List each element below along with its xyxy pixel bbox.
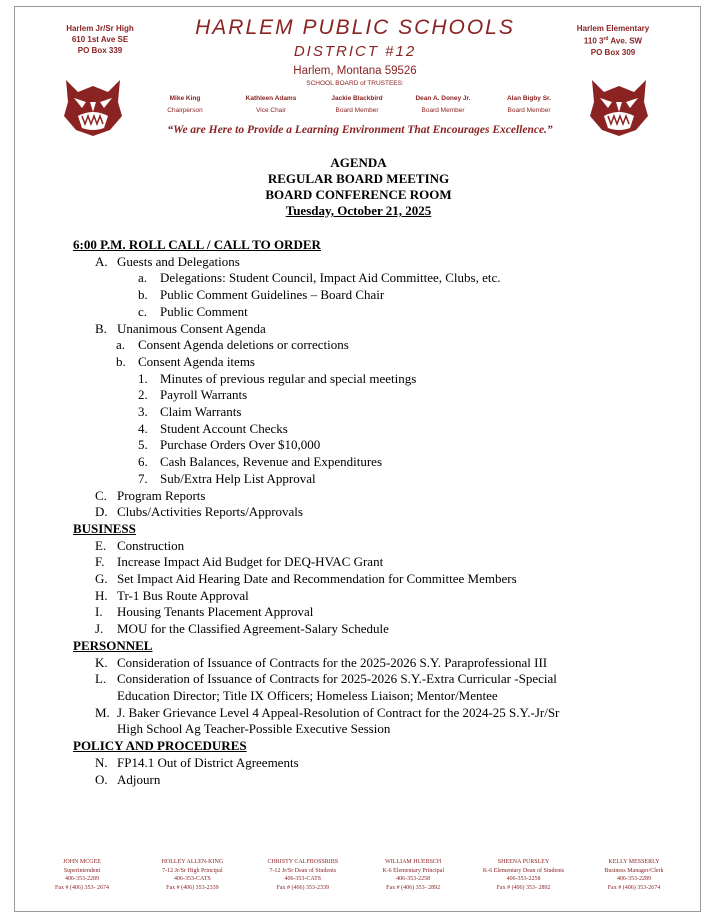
agenda-item-text: Delegations: Student Council, Impact Aid Committee, Clubs, etc.: [160, 270, 501, 286]
agenda-item-label: E.: [95, 537, 107, 553]
staff-name: KELLY MESSERLY: [608, 859, 660, 865]
section-heading: [73, 738, 693, 755]
district-title: DISTRICT #12: [293, 43, 417, 60]
trustee: [486, 93, 572, 117]
agenda-item-label: b.: [116, 353, 126, 369]
agenda-item-label: B.: [95, 320, 107, 336]
staff-fax: Fax # (406) 353-2339: [166, 884, 219, 891]
agenda-item: [73, 354, 693, 371]
agenda-item-text: Consent Agenda items: [138, 353, 255, 369]
left-school-pobox: PO Box 339: [77, 46, 123, 55]
staff-fax: Fax # (406) 353- 2674: [55, 884, 109, 891]
agenda-item-label: J.: [95, 621, 104, 637]
school-title: HARLEM PUBLIC SCHOOLS: [195, 16, 515, 39]
agenda-item-text: Adjourn: [117, 771, 161, 787]
agenda-item-label: K.: [95, 654, 108, 670]
staff-title: K-6 Elementary Dean of Students: [482, 867, 565, 874]
board-label: SCHOOL BOARD of TRUSTEES:: [306, 80, 404, 87]
agenda-item-text: Consent Agenda deletions or corrections: [138, 337, 349, 353]
school-address: Harlem, Montana 59526: [293, 65, 417, 77]
agenda-item: [73, 421, 693, 438]
agenda-item-continuation: Education Director; Title IX Officers; Homeless Liaison; Mentor/Mentee: [117, 687, 498, 703]
agenda-item-text: Set Impact Aid Hearing Date and Recommendation for Committee Members: [117, 571, 517, 587]
trustee-role: Board Member: [421, 107, 465, 114]
agenda-heading: [0, 155, 717, 219]
section-heading-text: 6:00 P.M. ROLL CALL / CALL TO ORDER: [73, 237, 321, 252]
agenda-item-continuation: High School Ag Teacher-Possible Executive Session: [117, 721, 391, 737]
staff-title: Business Manager/Clerk: [604, 867, 664, 874]
staff-title: 7-12 Jr/Sr High Principal: [162, 867, 223, 874]
agenda-item: [73, 488, 693, 505]
agenda-item-label: A.: [95, 253, 108, 269]
agenda-item-label: 6.: [138, 454, 148, 470]
agenda-item: [73, 471, 693, 488]
agenda-item: [73, 504, 693, 521]
agenda-item-text: Cash Balances, Revenue and Expenditures: [160, 454, 383, 470]
meeting-type: REGULAR BOARD MEETING: [267, 171, 450, 186]
agenda-item-label: 5.: [138, 437, 148, 453]
trustee-name: Jackie Blackbird: [331, 95, 383, 102]
agenda-item: [73, 404, 693, 421]
staff-phone: 406-353-2258: [396, 876, 431, 882]
agenda-item-text: Construction: [117, 537, 185, 553]
agenda-item: [73, 588, 693, 605]
agenda-item: [73, 304, 693, 321]
agenda-item-label: N.: [95, 754, 108, 770]
trustee-role: Chairperson: [167, 107, 203, 114]
agenda-item-text: Payroll Warrants: [160, 387, 248, 403]
agenda-item-label: H.: [95, 587, 108, 603]
trustee-name: Mike King: [169, 95, 201, 102]
staff-title: Superintendent: [63, 867, 101, 874]
agenda-item: [73, 437, 693, 454]
meeting-date: Tuesday, October 21, 2025: [285, 203, 432, 218]
agenda-item: [73, 554, 693, 571]
agenda-item: [73, 287, 693, 304]
agenda-item-text: FP14.1 Out of District Agreements: [117, 754, 299, 770]
agenda-item-text: Claim Warrants: [160, 404, 242, 420]
agenda-item: [73, 538, 693, 555]
agenda-item-text: J. Baker Grievance Level 4 Appeal-Resolution of Contract for the 2024-25 S.Y.-Jr/Sr: [117, 704, 560, 720]
agenda-item-text: MOU for the Classified Agreement-Salary Schedule: [117, 621, 389, 637]
staff-fax: Fax # (406) 353- 2892: [386, 884, 441, 891]
trustee: [228, 93, 314, 117]
trustee-name: Kathleen Adams: [245, 95, 297, 102]
agenda-item-label: a.: [116, 337, 126, 353]
agenda-item-text: Guests and Delegations: [117, 253, 240, 269]
agenda-title: AGENDA: [330, 155, 387, 170]
agenda-item: [73, 772, 693, 789]
agenda-item: [73, 655, 693, 672]
staff-footer: [28, 858, 688, 892]
agenda-item-text: Clubs/Activities Reports/Approvals: [117, 504, 303, 520]
agenda-item: [73, 454, 693, 471]
trustee: [142, 93, 228, 117]
staff-name: HOLLEY ALLEN-KING: [161, 859, 224, 865]
trustee-name: Alan Bigby Sr.: [506, 95, 552, 102]
agenda-item-label: 1.: [138, 370, 148, 386]
staff-phone: 406-353-2289: [65, 876, 99, 882]
agenda-item-text: Unanimous Consent Agenda: [117, 320, 266, 336]
agenda-item-label: D.: [95, 504, 108, 520]
staff-contact: [138, 858, 246, 892]
section-heading: [73, 521, 693, 538]
staff-phone: 406-353-2258: [506, 876, 541, 882]
agenda-item-label: c.: [138, 303, 148, 319]
agenda-item-label: G.: [95, 571, 108, 587]
agenda-item-label: I.: [95, 604, 103, 620]
agenda-item: [73, 671, 693, 688]
staff-name: WILLIAM HUEBSCH: [385, 859, 442, 865]
agenda-item-text: Public Comment: [160, 303, 248, 319]
staff-name: SHEENA PURSLEY: [497, 859, 550, 865]
section-heading-text: POLICY AND PROCEDURES: [73, 738, 247, 754]
right-school-pobox: PO Box 309: [590, 47, 636, 57]
agenda-item: [73, 621, 693, 638]
staff-title: K-6 Elementary Principal: [382, 867, 444, 874]
trustee-name: Dean A. Doney Jr.: [415, 95, 471, 102]
agenda-item-text: Minutes of previous regular and special meetings: [160, 370, 417, 386]
agenda-item: [73, 371, 693, 388]
agenda-item-text: Purchase Orders Over $10,000: [160, 437, 321, 453]
agenda-item-text: Program Reports: [117, 487, 206, 503]
agenda-body: [73, 237, 693, 788]
staff-contact: [249, 858, 357, 892]
agenda-item-label: 2.: [138, 387, 148, 403]
staff-contact: [359, 858, 467, 892]
agenda-item-label: M.: [95, 704, 110, 720]
staff-fax: Fax # (406) 353-2339: [276, 884, 330, 891]
staff-contact: [580, 858, 688, 892]
agenda-item-text: Increase Impact Aid Budget for DEQ-HVAC Grant: [117, 554, 384, 570]
agenda-item-label: F.: [95, 554, 105, 570]
agenda-item: [73, 705, 693, 722]
staff-title: 7-12 Jr/Sr Dean of Students: [269, 867, 337, 874]
agenda-item-text: Public Comment Guidelines – Board Chair: [160, 287, 385, 303]
trustees-list: [142, 93, 572, 117]
agenda-item: [73, 337, 693, 354]
trustee: [400, 93, 486, 117]
left-school-name: Harlem Jr/Sr High: [66, 24, 134, 33]
right-school-address: [558, 23, 668, 58]
agenda-item-label: 4.: [138, 420, 148, 436]
agenda-item: [73, 254, 693, 271]
section-heading-text: BUSINESS: [73, 520, 136, 536]
staff-contact: [470, 858, 578, 892]
school-motto: “We are Here to Provide a Learning Environment That Encourages Excellence.”: [167, 124, 553, 136]
agenda-item: [73, 755, 693, 772]
agenda-item-text: Consideration of Issuance of Contracts for the 2025-2026 S.Y. Paraprofessional III: [117, 654, 548, 670]
section-heading: [73, 638, 693, 655]
agenda-item: [73, 387, 693, 404]
agenda-item-label: O.: [95, 771, 108, 787]
staff-phone: 406-353-CATS: [284, 876, 322, 882]
staff-phone: 406-353-CATS: [174, 876, 211, 882]
trustee: [314, 93, 400, 117]
staff-fax: Fax # (406) 353-2674: [607, 884, 661, 891]
left-school-street: 610 1st Ave SE: [71, 35, 129, 44]
staff-name: CHRISTY CALFBOSSRIBS: [267, 859, 339, 865]
agenda-item-text: Consideration of Issuance of Contracts for 2025-2026 S.Y.-Extra Curricular -Special: [117, 671, 557, 687]
staff-contact: [28, 858, 136, 892]
staff-fax: Fax # (406) 353- 2892: [496, 884, 551, 891]
trustee-role: Board Member: [335, 107, 379, 114]
agenda-item-label: C.: [95, 487, 107, 503]
agenda-item-text: Tr-1 Bus Route Approval: [117, 587, 249, 603]
agenda-item: [73, 270, 693, 287]
agenda-item: [73, 321, 693, 338]
trustee-role: Board Member: [507, 107, 551, 114]
agenda-item-label: a.: [138, 270, 148, 286]
agenda-item-text: Sub/Extra Help List Approval: [160, 470, 316, 486]
agenda-item-text: Student Account Checks: [160, 420, 288, 436]
staff-phone: 406-353-2289: [616, 876, 651, 882]
agenda-item: [73, 604, 693, 621]
staff-name: JOHN MCGEE: [63, 859, 101, 865]
right-school-street: 110 3rd Ave. SW: [583, 36, 643, 46]
agenda-item-label: b.: [138, 287, 148, 303]
agenda-item-label: L.: [95, 671, 107, 687]
agenda-item-label: 3.: [138, 404, 148, 420]
section-heading: [73, 237, 693, 254]
agenda-item-label: 7.: [138, 470, 148, 486]
left-school-address: [45, 23, 155, 56]
agenda-item-text: Housing Tenants Placement Approval: [117, 604, 314, 620]
right-school-name: Harlem Elementary: [576, 24, 650, 33]
agenda-item: [73, 571, 693, 588]
section-heading-text: PERSONNEL: [73, 637, 153, 653]
trustee-role: Vice Chair: [256, 107, 286, 114]
meeting-room: BOARD CONFERENCE ROOM: [265, 187, 452, 202]
